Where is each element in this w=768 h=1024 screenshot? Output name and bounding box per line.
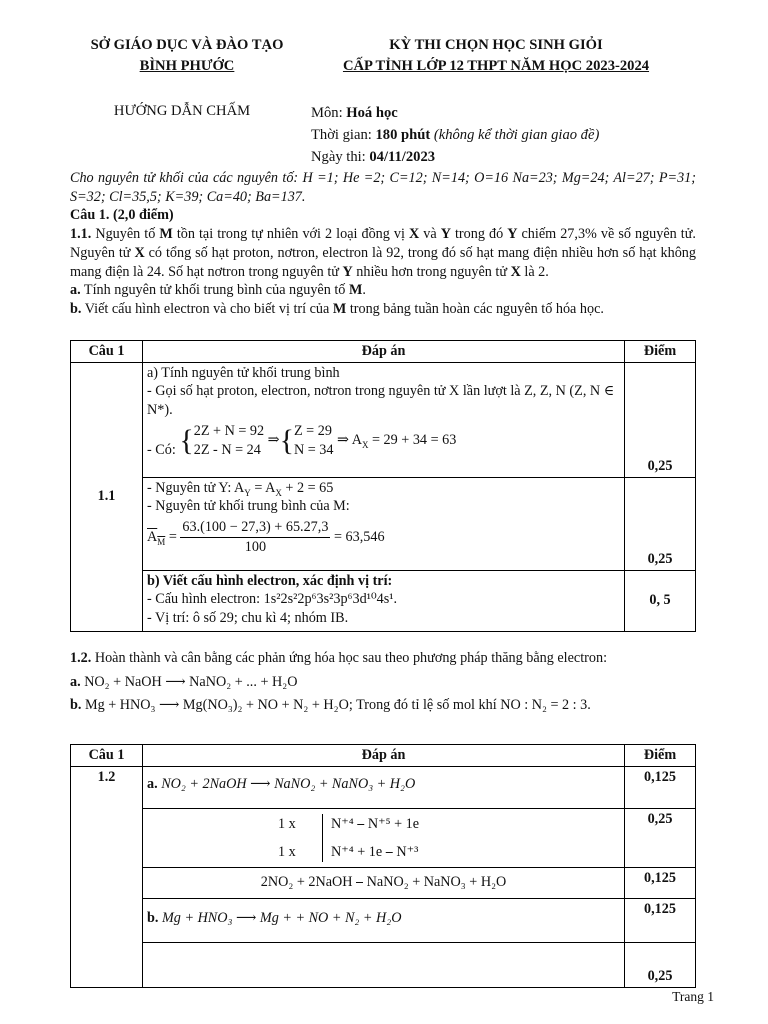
col-score: Điểm xyxy=(625,745,696,767)
col-score: Điểm xyxy=(625,341,696,363)
table-header-row xyxy=(71,341,696,363)
question-1-1-a: a. Tính nguyên tử khối trung bình của nguyên tố M. xyxy=(70,282,366,299)
score-cell: 0,125 xyxy=(625,766,696,808)
page-number: Trang 1 xyxy=(672,989,714,1004)
answer-cell-reaction-a: a. NO₂ + 2NaOH ⟶ NaNO₂ + NaNO₃ + H₂O xyxy=(143,766,625,808)
subject-line: Môn: Hoá học xyxy=(311,105,398,121)
answer-cell-balanced-a: 2NO₂ + 2NaOH ⎯ NaNO₂ + NaNO₃ + H₂O xyxy=(143,867,625,898)
question-1-1: 1.1. Nguyên tố M tồn tại trong tự nhiên với 2 loại đồng vị X và Y trong đó Y chiếm 27,3% về số nguyên tử. Nguyên tử X có tổng số hạt proton, nơtron, electron là 92, trong đó số hạt mang điện nhiều hơn số hạt không mang điện là 24. Số hạt nơtron trong nguyên tử Y nhiều hơn trong nguyên tử X là 2. xyxy=(70,226,696,280)
score-cell: 0, 5 xyxy=(625,570,696,631)
question-1-title: Câu 1. (2,0 điểm) xyxy=(70,207,174,224)
table-row xyxy=(71,477,696,570)
col-answer: Đáp án xyxy=(143,745,625,767)
grading-guide-title: HƯỚNG DẪN CHẤM xyxy=(113,103,251,119)
question-1-1-b: b. Viết cấu hình electron và cho biết vị trí của M trong bảng tuần hoàn các nguyên tố hóa học. xyxy=(70,301,604,318)
table-row xyxy=(71,362,696,477)
answer-cell-isotope-y: - Nguyên tử Y: $A_Y = A_X + 2 = 65$ - Nguyên tử khối trung bình của M: $A_M$ = $\frac{63.(100 - 27,3) + 65.27,3}{100}$ = 63,546 xyxy=(143,477,625,570)
answer-cell-electron-balance: 1 x 1 x N⁺⁴ ⎯ N⁺⁵ + 1e N⁺⁴ + 1e ⎯ N⁺³ xyxy=(143,808,625,867)
score-cell: 0,25 xyxy=(625,362,696,477)
answer-table-1-1 xyxy=(70,340,696,632)
col-question: Câu 1 xyxy=(71,341,143,363)
table-row xyxy=(71,867,696,898)
table-row xyxy=(71,766,696,808)
department-name: SỞ GIÁO DỤC VÀ ĐÀO TẠO xyxy=(90,37,284,53)
row-label: 1.2 xyxy=(71,766,143,987)
province-name: BÌNH PHƯỚC xyxy=(139,58,235,74)
score-cell: 0,25 xyxy=(625,808,696,867)
answer-table-1-2 xyxy=(70,744,696,988)
score-cell: 0,125 xyxy=(625,898,696,942)
time-line: Thời gian: 180 phút (không kể thời gian giao đề) xyxy=(311,127,600,143)
score-cell: 0,25 xyxy=(625,942,696,987)
score-cell: 0,125 xyxy=(625,867,696,898)
exam-header xyxy=(308,35,684,77)
table-row xyxy=(71,808,696,867)
answer-cell-empty xyxy=(143,942,625,987)
col-question: Câu 1 xyxy=(71,745,143,767)
answer-cell-average-mass: a) Tính nguyên tử khối trung bình - Gọi số hạt proton, electron, nơtron trong nguyên tử X lần lượt là Z, Z, N (Z, N ∈ N*). - Có: { 2Z + N = 92 2Z - N = 24 ⇒{ Z = 29 N = 34 ⇒ $A_X = 29 + 34 = 63$ xyxy=(143,362,625,477)
department-header xyxy=(72,35,302,77)
equation-system: - Có: { 2Z + N = 92 2Z - N = 24 ⇒{ Z = 29 N = 34 ⇒ $A_X = 29 + 34 = 63$ xyxy=(147,422,457,458)
date-line: Ngày thi: 04/11/2023 xyxy=(311,149,436,165)
col-answer: Đáp án xyxy=(143,341,625,363)
table-row xyxy=(71,570,696,631)
answer-cell-reaction-b: b. Mg + HNO₃ ⟶ Mg + + NO + N₂ + H₂O xyxy=(143,898,625,942)
exam-info xyxy=(311,102,599,168)
row-label: 1.1 xyxy=(71,362,143,631)
table-row xyxy=(71,942,696,987)
exam-level: CẤP TỈNH LỚP 12 THPT NĂM HỌC 2023-2024 xyxy=(342,58,650,74)
atomic-masses-note: Cho nguyên tử khối của các nguyên tố: H =1; He =2; C=12; N=14; O=16 Na=23; Mg=24; Al=27; P=31; S=32; Cl=35,5; K=39; Ca=40; Ba=137. xyxy=(70,170,696,205)
average-mass-formula: $A_M$ = $\frac{63.(100 - 27,3) + 65.27,3}{100}$ = 63,546 xyxy=(147,519,385,555)
exam-name: KỲ THI CHỌN HỌC SINH GIỎI xyxy=(389,37,603,53)
score-cell: 0,25 xyxy=(625,477,696,570)
table-row xyxy=(71,898,696,942)
question-content xyxy=(70,169,696,319)
table-header-row xyxy=(71,745,696,767)
question-1-2: 1.2. Hoàn thành và cân bằng các phản ứng hóa học sau theo phương pháp thăng bằng electron: a. NO₂ + NaOH ⟶ NaNO₂ + ... + H₂O b. Mg + HNO₃ ⟶ Mg(NO₃)₂ + NO + N₂ + H₂O; Trong đó tỉ lệ số mol khí NO : N₂ = 2 : 3. xyxy=(70,650,608,714)
answer-cell-electron-config: b) Viết cấu hình electron, xác định vị trí: - Cấu hình electron: 1s²2s²2p⁶3s²3p⁶3d¹⁰4s¹. - Vị trí: ô số 29; chu kì 4; nhóm IB. xyxy=(143,570,625,631)
